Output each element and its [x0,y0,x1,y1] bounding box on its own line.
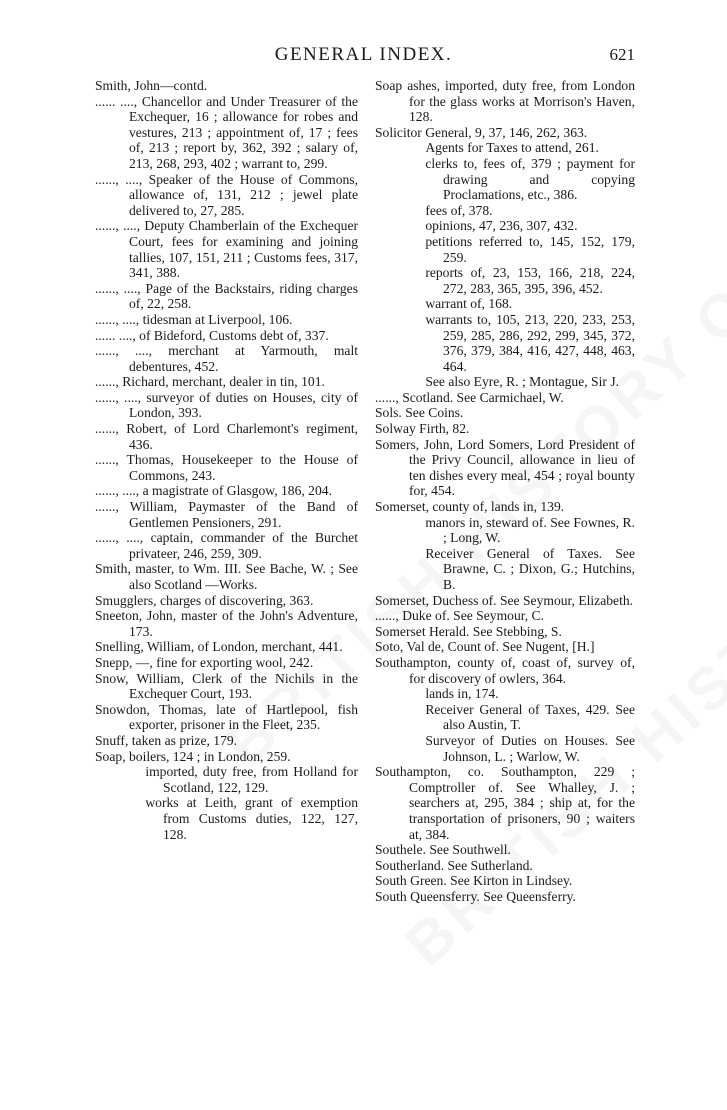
index-entry: ......, Richard, merchant, dealer in tin, 101. [95,374,325,390]
index-entry: ......, William, Paymaster of the Band of Gentlemen Pensioners, 291. [95,499,358,530]
index-subentry: warrants to, 105, 213, 220, 233, 253, 259, 285, 286, 292, 299, 345, 372, 376, 379, 384, 416, 427, 448, 463, 464. [425,311,635,374]
index-entry: ......, ...., tidesman at Liverpool, 106. [95,311,293,327]
index-entry: ...... ...., Chancellor and Under Treasurer of the Exchequer, 16 ; allowance for robes and vestures, 213 ; appointment of, 17 ; fees of, 213 ; report by, 362, 392 ; salary of, 213, 268, 293, 402 ; warrant to, 299. [95,93,358,171]
index-entry: ......, ...., a magistrate of Glasgow, 186, 204. [95,483,332,499]
index-entry: ...... ...., of Bideford, Customs debt of, 337. [95,327,329,343]
index-subentry: petitions referred to, 145, 152, 179, 259. [425,233,635,265]
index-subentry: Agents for Taxes to attend, 261. [425,140,599,156]
index-entry: Somerset Herald. See Stebbing, S. [375,623,562,639]
running-title: GENERAL INDEX. [274,44,453,65]
index-subentry: Receiver General of Taxes, 429. See also Austin, T. [425,701,635,733]
index-entry: Soap, boilers, 124 ; in London, 259. [95,748,291,764]
index-entry: Southampton, county of, coast of, survey of, for discovery of owlers, 364. [375,654,635,686]
page-header [0,44,727,74]
index-subentry: works at Leith, grant of exemption from Customs duties, 122, 127, 128. [145,795,358,842]
index-entry: Sols. See Coins. [375,405,464,421]
index-entry: ......, Thomas, Housekeeper to the House of Commons, 243. [95,452,358,483]
index-subentry: reports of, 23, 153, 166, 218, 224, 272, 283, 365, 395, 396, 452. [425,265,635,296]
index-entry: ......, ...., Speaker of the House of Commons, allowance of, 131, 212 ; jewel plate delivered to, 27, 285. [95,171,358,218]
index-entry: Sneeton, John, master of the John's Adventure, 173. [95,608,358,639]
index-entry: Smugglers, charges of discovering, 363. [95,592,314,608]
index-entry: ......, Robert, of Lord Charlemont's regiment, 436. [95,421,358,452]
index-subentry: imported, duty free, from Holland for Scotland, 122, 129. [145,764,358,795]
index-subentry: lands in, 174. [425,686,499,702]
index-entry: South Queensferry. See Queensferry. [375,888,576,904]
index-subentry: Surveyor of Duties on Houses. See Johnson, L. ; Warlow, W. [425,732,635,764]
index-entry: Snelling, William, of London, merchant, 441. [95,639,343,655]
index-entry: ......, ...., Deputy Chamberlain of the Exchequer Court, fees for examining and joining tallies, 107, 151, 211 ; Customs fees, 317, 341, 388. [95,218,358,281]
page-number: 621 [609,45,635,64]
index-subentry: warrant of, 168. [425,296,513,312]
index-subentry: fees of, 378. [425,202,493,218]
index-entry: Soto, Val de, Count of. See Nugent, [H.] [375,639,595,655]
index-subentry: opinions, 47, 236, 307, 432. [425,218,578,234]
index-column-right [375,78,635,904]
index-entry: Snow, William, Clerk of the Nichils in the Exchequer Court, 193. [95,670,358,702]
index-subentry: clerks to, fees of, 379 ; payment for drawing and copying Proclamations, etc., 386. [425,155,635,203]
index-entry: Southele. See Southwell. [375,842,511,858]
index-subentry: See also Eyre, R. ; Montague, Sir J. [425,374,620,390]
index-entry: Snuff, taken as prize, 179. [95,732,238,748]
index-entry: Smith, John—contd. [95,78,208,93]
index-entry: ......, Duke of. See Seymour, C. [375,608,544,624]
index-entry: Snepp, —, fine for exporting wool, 242. [95,654,314,670]
index-entry: Southerland. See Sutherland. [375,857,533,873]
index-entry: ......, ...., surveyor of duties on Houses, city of London, 393. [95,389,358,421]
index-subentry: manors in, steward of. See Fownes, R. ; Long, W. [425,514,635,546]
index-entry: Solicitor General, 9, 37, 146, 262, 363. [375,124,588,140]
index-entry: South Green. See Kirton in Lindsey. [375,873,573,889]
index-entry: ......, ...., merchant at Yarmouth, malt debentures, 452. [95,343,358,374]
index-entry: Somerset, county of, lands in, 139. [375,499,565,515]
index-entry: ......, Scotland. See Carmichael, W. [375,389,564,405]
index-entry: Somerset, Duchess of. See Seymour, Elizabeth. [375,592,634,608]
index-entry: Somers, John, Lord Somers, Lord President of the Privy Council, allowance in lieu of ten dishes every meal, 454 ; royal bounty for, 454. [375,436,635,499]
index-entry: ......, ...., captain, commander of the Burchet privateer, 246, 259, 309. [95,530,358,561]
index-entry: Solway Firth, 82. [375,421,470,437]
index-entry: Southampton, co. Southampton, 229 ; Comptroller of. See Whalley, J. ; searchers at, 295, 384 ; ship at, for the transportation of prisoners, 90 ; waiters at, 384. [375,764,635,842]
index-entry: ......, ...., Page of the Backstairs, riding charges of, 22, 258. [95,280,358,312]
index-entry: Smith, master, to Wm. III. See Bache, W. ; See also Scotland —Works. [95,561,358,592]
index-column-left [95,78,358,842]
index-entry: Snowdon, Thomas, late of Hartlepool, fish exporter, prisoner in the Fleet, 235. [95,701,358,733]
index-entry: Soap ashes, imported, duty free, from London for the glass works at Morrison's Haven, 128. [375,78,635,125]
index-subentry: Receiver General of Taxes. See Brawne, C. ; Dixon, G.; Hutchins, B. [425,545,635,592]
